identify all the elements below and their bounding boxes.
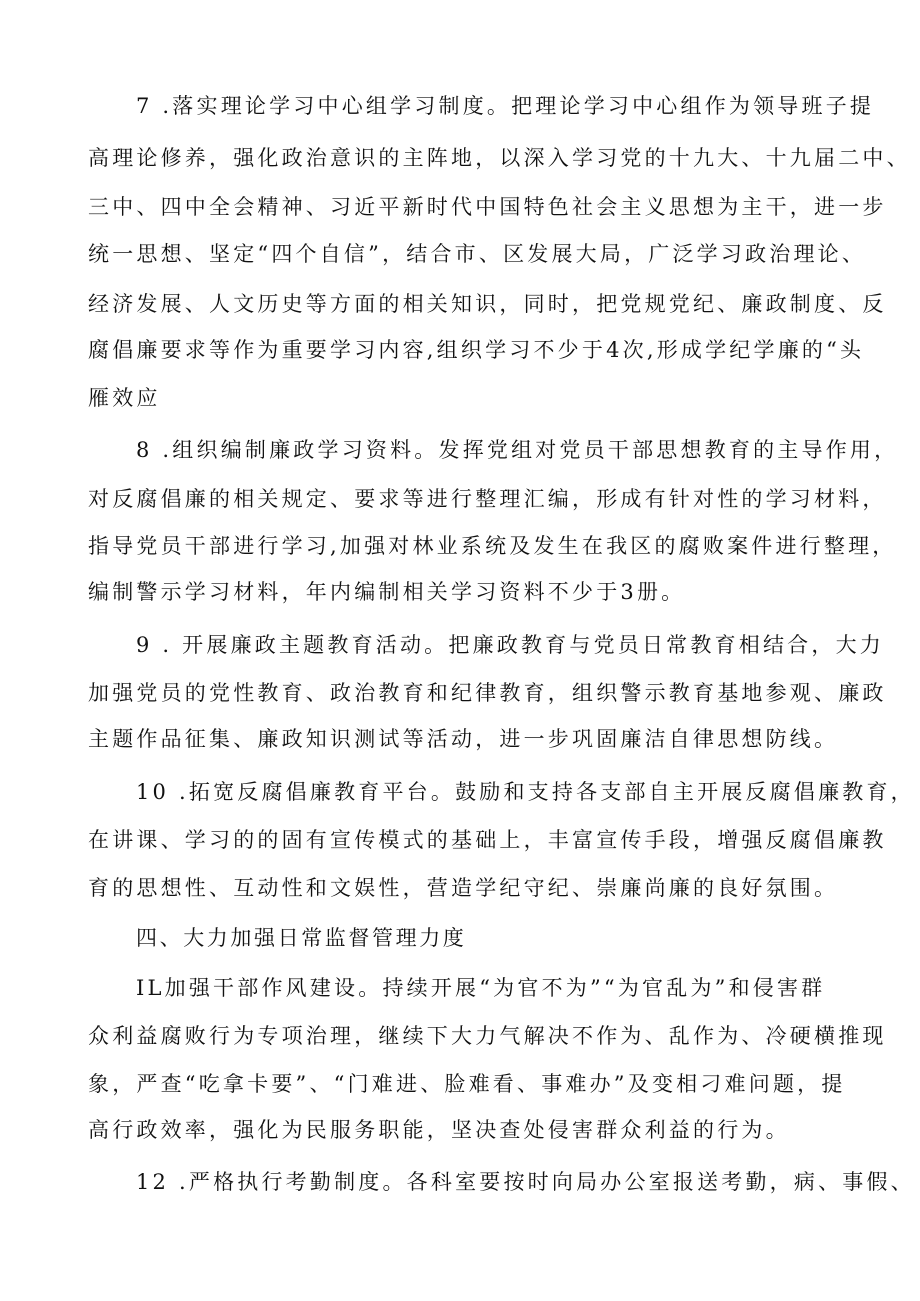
text-line: 编制警示学习材料，年内编制相关学习资料不少于3册。 — [88, 580, 686, 604]
text-line: 统一思想、坚定“四个自信”，结合市、区发展大局，广泛学习政治理论、 — [88, 242, 867, 266]
text-line: 三中、四中全会精神、习近平新时代中国特色社会主义思想为主干，进一步 — [88, 195, 887, 219]
section-heading: 四、大力加强日常监督管理力度 — [136, 926, 467, 950]
text-line: 育的思想性、互动性和文娱性，营造学纪守纪、崇廉尚廉的良好氛围。 — [88, 876, 839, 900]
text-line: 对反腐倡廉的相关规定、要求等进行整理汇编，形成有针对性的学习材料， — [88, 487, 887, 511]
text-line: 经济发展、人文历史等方面的相关知识，同时，把党规党纪、廉政制度、反 — [88, 292, 887, 316]
text-line: 7 .落实理论学习中心组学习制度。把理论学习中心组作为领导班子提 — [136, 94, 875, 118]
text-line: 高理论修养，强化政治意识的主阵地，以深入学习党的十九大、十九届二中、 — [88, 146, 911, 170]
text-line: 指导党员干部进行学习,加强对林业系统及发生在我区的腐败案件进行整理， — [88, 534, 897, 558]
text-line: 9 . 开展廉政主题教育活动。把廉政教育与党员日常教育相结合，大力 — [136, 633, 884, 657]
text-line: 众利益腐败行为专项治理，继续下大力气解决不作为、乱作为、冷硬横推现 — [88, 1024, 887, 1048]
text-line: 10 .拓宽反腐倡廉教育平台。鼓励和支持各支部自主开展反腐倡廉教育， — [136, 780, 915, 804]
text-line: 在讲课、学习的的固有宣传模式的基础上，丰富宣传手段，增强反腐倡廉教 — [88, 828, 887, 852]
text-line: 12 .严格执行考勤制度。各科室要按时向局办公室报送考勤，病、事假、 — [136, 1170, 915, 1194]
text-line: 8 .组织编制廉政学习资料。发挥党组对党员干部思想教育的主导作用， — [136, 438, 899, 462]
text-line: 腐倡廉要求等作为重要学习内容,组织学习不少于4次,形成学纪学廉的“头 — [88, 338, 865, 362]
text-line: 加强党员的党性教育、政治教育和纪律教育，组织警示教育基地参观、廉政 — [88, 681, 887, 705]
text-line: 主题作品征集、廉政知识测试等活动，进一步巩固廉洁自律思想防线。 — [88, 727, 839, 751]
text-line: IL加强干部作风建设。持续开展“为官不为”“为官乱为”和侵害群 — [136, 976, 826, 1000]
text-line: 雁效应 — [88, 386, 161, 410]
text-line: 象，严查“吃拿卡要”、“门难进、脸难看、事难办”及变相刁难问题，提 — [88, 1072, 846, 1096]
text-line: 高行政效率，强化为民服务职能，坚决查处侵害群众利益的行为。 — [88, 1118, 790, 1142]
